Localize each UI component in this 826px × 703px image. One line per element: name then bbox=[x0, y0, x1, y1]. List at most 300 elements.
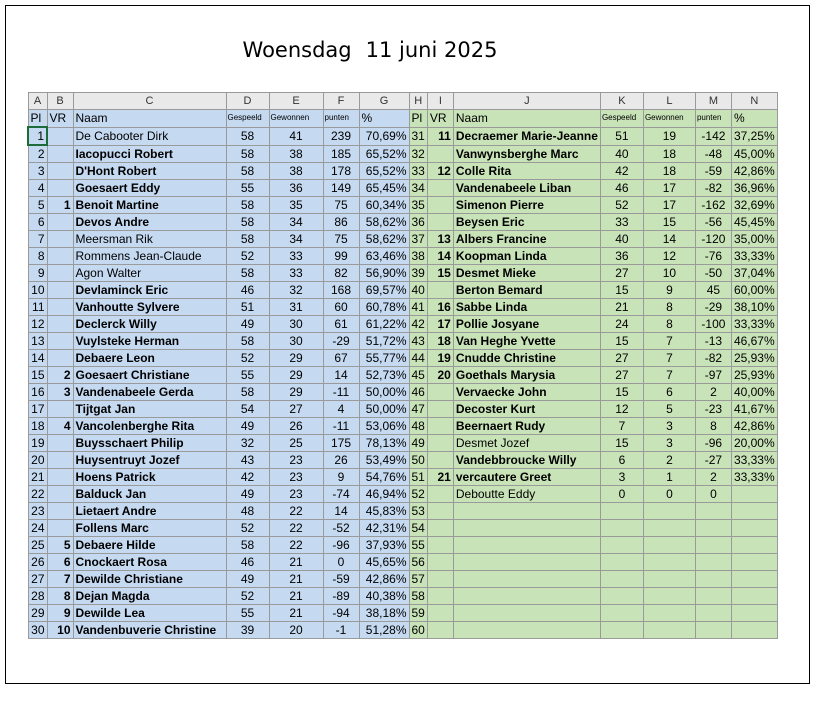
cell-punten[interactable]: -96 bbox=[695, 435, 731, 452]
cell-gewonnen[interactable]: 19 bbox=[643, 127, 695, 145]
cell-pct[interactable]: 42,86% bbox=[359, 571, 409, 588]
cell-gewonnen[interactable]: 2 bbox=[643, 452, 695, 469]
cell-gewonnen[interactable]: 29 bbox=[269, 384, 323, 401]
col-letter[interactable]: D bbox=[226, 93, 269, 110]
cell-gewonnen[interactable]: 1 bbox=[643, 469, 695, 486]
header-punten[interactable]: punten bbox=[695, 110, 731, 128]
cell-pl[interactable]: 28 bbox=[28, 588, 47, 605]
cell-gespeeld[interactable]: 55 bbox=[226, 180, 269, 197]
cell-gewonnen[interactable]: 29 bbox=[269, 367, 323, 384]
cell-gespeeld[interactable]: 58 bbox=[226, 231, 269, 248]
cell-gewonnen[interactable] bbox=[643, 503, 695, 520]
col-letter[interactable]: A bbox=[28, 93, 47, 110]
cell-pl[interactable]: 39 bbox=[409, 265, 427, 282]
cell-vr[interactable]: 10 bbox=[47, 622, 73, 639]
cell-vr[interactable]: 4 bbox=[47, 418, 73, 435]
cell-gespeeld[interactable]: 58 bbox=[226, 537, 269, 554]
header-pl[interactable]: Pl bbox=[28, 110, 47, 128]
cell-vr[interactable] bbox=[47, 180, 73, 197]
cell-pct[interactable]: 78,13% bbox=[359, 435, 409, 452]
cell-naam[interactable]: Dewilde Christiane bbox=[73, 571, 226, 588]
cell-pct[interactable] bbox=[731, 486, 777, 503]
col-letter[interactable]: C bbox=[73, 93, 226, 110]
cell-gewonnen[interactable]: 3 bbox=[643, 435, 695, 452]
cell-pct[interactable]: 46,94% bbox=[359, 486, 409, 503]
cell-vr[interactable] bbox=[427, 145, 453, 163]
cell-gespeeld[interactable]: 42 bbox=[600, 163, 643, 180]
header-gewonnen[interactable]: Gewonnen bbox=[269, 110, 323, 128]
cell-pct[interactable]: 50,00% bbox=[359, 384, 409, 401]
cell-vr[interactable] bbox=[47, 214, 73, 231]
cell-naam[interactable]: Benoit Martine bbox=[73, 197, 226, 214]
cell-naam[interactable]: Debaere Hilde bbox=[73, 537, 226, 554]
cell-pl[interactable]: 16 bbox=[28, 384, 47, 401]
cell-vr[interactable] bbox=[427, 214, 453, 231]
cell-gewonnen[interactable]: 20 bbox=[269, 622, 323, 639]
cell-gespeeld[interactable]: 32 bbox=[226, 435, 269, 452]
cell-pct[interactable]: 52,73% bbox=[359, 367, 409, 384]
cell-gewonnen[interactable]: 34 bbox=[269, 214, 323, 231]
cell-gespeeld[interactable] bbox=[600, 605, 643, 622]
cell-pl[interactable]: 22 bbox=[28, 486, 47, 503]
cell-gewonnen[interactable]: 0 bbox=[643, 486, 695, 503]
cell-gewonnen[interactable]: 36 bbox=[269, 180, 323, 197]
cell-gespeeld[interactable]: 58 bbox=[226, 163, 269, 180]
cell-gewonnen[interactable]: 9 bbox=[643, 282, 695, 299]
cell-punten[interactable] bbox=[695, 503, 731, 520]
cell-pct[interactable]: 45,45% bbox=[731, 214, 777, 231]
cell-gespeeld[interactable]: 58 bbox=[226, 197, 269, 214]
cell-pct[interactable]: 42,86% bbox=[731, 163, 777, 180]
cell-gespeeld[interactable]: 52 bbox=[226, 588, 269, 605]
cell-gewonnen[interactable]: 25 bbox=[269, 435, 323, 452]
cell-vr[interactable]: 12 bbox=[427, 163, 453, 180]
cell-naam[interactable]: Beysen Eric bbox=[453, 214, 600, 231]
cell-punten[interactable]: 239 bbox=[323, 127, 359, 145]
cell-pl[interactable]: 58 bbox=[409, 588, 427, 605]
cell-naam[interactable]: Desmet Mieke bbox=[453, 265, 600, 282]
cell-pct[interactable]: 45,83% bbox=[359, 503, 409, 520]
cell-pl[interactable]: 2 bbox=[28, 145, 47, 163]
cell-gewonnen[interactable]: 22 bbox=[269, 537, 323, 554]
cell-punten[interactable]: -59 bbox=[695, 163, 731, 180]
cell-punten[interactable]: 99 bbox=[323, 248, 359, 265]
col-letter[interactable]: K bbox=[600, 93, 643, 110]
cell-vr[interactable] bbox=[47, 145, 73, 163]
cell-vr[interactable] bbox=[47, 265, 73, 282]
cell-pct[interactable]: 25,93% bbox=[731, 350, 777, 367]
cell-pct[interactable] bbox=[731, 503, 777, 520]
cell-naam[interactable]: Beernaert Rudy bbox=[453, 418, 600, 435]
cell-pl[interactable]: 43 bbox=[409, 333, 427, 350]
cell-pl[interactable]: 1 bbox=[28, 127, 47, 145]
cell-pct[interactable]: 51,28% bbox=[359, 622, 409, 639]
cell-gespeeld[interactable] bbox=[600, 503, 643, 520]
cell-punten[interactable] bbox=[695, 571, 731, 588]
cell-gespeeld[interactable] bbox=[600, 588, 643, 605]
cell-punten[interactable] bbox=[695, 588, 731, 605]
cell-gespeeld[interactable]: 27 bbox=[600, 265, 643, 282]
cell-punten[interactable]: -13 bbox=[695, 333, 731, 350]
cell-pl[interactable]: 53 bbox=[409, 503, 427, 520]
cell-punten[interactable]: -120 bbox=[695, 231, 731, 248]
cell-punten[interactable]: 86 bbox=[323, 214, 359, 231]
cell-vr[interactable]: 14 bbox=[427, 248, 453, 265]
cell-gewonnen[interactable]: 17 bbox=[643, 197, 695, 214]
cell-gespeeld[interactable]: 58 bbox=[226, 127, 269, 145]
cell-vr[interactable] bbox=[427, 452, 453, 469]
cell-gespeeld[interactable]: 52 bbox=[226, 520, 269, 537]
cell-punten[interactable]: -1 bbox=[323, 622, 359, 639]
cell-naam[interactable]: Cnudde Christine bbox=[453, 350, 600, 367]
cell-naam[interactable]: D'Hont Robert bbox=[73, 163, 226, 180]
cell-naam[interactable]: Desmet Jozef bbox=[453, 435, 600, 452]
cell-vr[interactable]: 19 bbox=[427, 350, 453, 367]
cell-pct[interactable]: 65,52% bbox=[359, 163, 409, 180]
cell-pct[interactable]: 70,69% bbox=[359, 127, 409, 145]
cell-punten[interactable]: -11 bbox=[323, 418, 359, 435]
cell-naam[interactable]: Vandenbuverie Christine bbox=[73, 622, 226, 639]
cell-vr[interactable] bbox=[47, 248, 73, 265]
cell-vr[interactable]: 21 bbox=[427, 469, 453, 486]
cell-pct[interactable]: 35,00% bbox=[731, 231, 777, 248]
cell-naam[interactable]: Deboutte Eddy bbox=[453, 486, 600, 503]
cell-naam[interactable]: Vanhoutte Sylvere bbox=[73, 299, 226, 316]
cell-gewonnen[interactable] bbox=[643, 622, 695, 639]
cell-punten[interactable] bbox=[695, 537, 731, 554]
cell-naam[interactable]: Decraemer Marie-Jeanne bbox=[453, 127, 600, 145]
cell-punten[interactable]: -11 bbox=[323, 384, 359, 401]
cell-pl[interactable]: 48 bbox=[409, 418, 427, 435]
cell-vr[interactable]: 16 bbox=[427, 299, 453, 316]
cell-gewonnen[interactable]: 23 bbox=[269, 486, 323, 503]
cell-naam[interactable]: Pollie Josyane bbox=[453, 316, 600, 333]
cell-gespeeld[interactable] bbox=[600, 537, 643, 554]
cell-pct[interactable]: 58,62% bbox=[359, 231, 409, 248]
cell-naam[interactable]: Vuylsteke Herman bbox=[73, 333, 226, 350]
cell-gespeeld[interactable]: 51 bbox=[600, 127, 643, 145]
cell-pct[interactable]: 46,67% bbox=[731, 333, 777, 350]
cell-gespeeld[interactable]: 36 bbox=[600, 248, 643, 265]
cell-naam[interactable]: Lietaert Andre bbox=[73, 503, 226, 520]
cell-naam[interactable]: Berton Bemard bbox=[453, 282, 600, 299]
cell-naam[interactable]: Dejan Magda bbox=[73, 588, 226, 605]
cell-vr[interactable] bbox=[427, 554, 453, 571]
cell-pl[interactable]: 29 bbox=[28, 605, 47, 622]
cell-gespeeld[interactable]: 49 bbox=[226, 571, 269, 588]
col-letter[interactable]: M bbox=[695, 93, 731, 110]
cell-punten[interactable]: 175 bbox=[323, 435, 359, 452]
col-letter[interactable]: N bbox=[731, 93, 777, 110]
cell-gespeeld[interactable]: 7 bbox=[600, 418, 643, 435]
cell-vr[interactable] bbox=[427, 622, 453, 639]
cell-pl[interactable]: 45 bbox=[409, 367, 427, 384]
cell-gewonnen[interactable]: 30 bbox=[269, 316, 323, 333]
cell-vr[interactable] bbox=[427, 197, 453, 214]
cell-gewonnen[interactable]: 15 bbox=[643, 214, 695, 231]
cell-naam[interactable]: Devlaminck Eric bbox=[73, 282, 226, 299]
cell-punten[interactable]: -82 bbox=[695, 180, 731, 197]
cell-vr[interactable]: 1 bbox=[47, 197, 73, 214]
cell-gespeeld[interactable]: 51 bbox=[226, 299, 269, 316]
cell-punten[interactable]: -48 bbox=[695, 145, 731, 163]
cell-pl[interactable]: 51 bbox=[409, 469, 427, 486]
cell-vr[interactable] bbox=[47, 452, 73, 469]
header-pct[interactable]: % bbox=[359, 110, 409, 128]
cell-naam[interactable]: Vancolenberghe Rita bbox=[73, 418, 226, 435]
cell-naam[interactable] bbox=[453, 503, 600, 520]
cell-pl[interactable]: 59 bbox=[409, 605, 427, 622]
cell-naam[interactable]: Huysentruyt Jozef bbox=[73, 452, 226, 469]
cell-punten[interactable]: 2 bbox=[695, 469, 731, 486]
cell-gespeeld[interactable]: 3 bbox=[600, 469, 643, 486]
cell-pl[interactable]: 9 bbox=[28, 265, 47, 282]
cell-punten[interactable]: 61 bbox=[323, 316, 359, 333]
cell-gespeeld[interactable]: 58 bbox=[226, 214, 269, 231]
col-letter[interactable]: L bbox=[643, 93, 695, 110]
cell-vr[interactable] bbox=[427, 588, 453, 605]
cell-pct[interactable] bbox=[731, 605, 777, 622]
cell-pct[interactable]: 38,18% bbox=[359, 605, 409, 622]
cell-gespeeld[interactable]: 58 bbox=[226, 265, 269, 282]
cell-naam[interactable]: Sabbe Linda bbox=[453, 299, 600, 316]
cell-naam[interactable]: Goesaert Christiane bbox=[73, 367, 226, 384]
cell-gewonnen[interactable]: 6 bbox=[643, 384, 695, 401]
cell-vr[interactable] bbox=[47, 231, 73, 248]
cell-gewonnen[interactable]: 23 bbox=[269, 452, 323, 469]
cell-pl[interactable]: 33 bbox=[409, 163, 427, 180]
cell-gewonnen[interactable]: 29 bbox=[269, 350, 323, 367]
cell-pl[interactable]: 23 bbox=[28, 503, 47, 520]
cell-naam[interactable]: Declerck Willy bbox=[73, 316, 226, 333]
cell-vr[interactable]: 2 bbox=[47, 367, 73, 384]
cell-naam[interactable]: Albers Francine bbox=[453, 231, 600, 248]
cell-pl[interactable]: 47 bbox=[409, 401, 427, 418]
cell-vr[interactable]: 15 bbox=[427, 265, 453, 282]
cell-pct[interactable]: 33,33% bbox=[731, 248, 777, 265]
cell-gespeeld[interactable]: 52 bbox=[226, 350, 269, 367]
cell-gespeeld[interactable]: 39 bbox=[226, 622, 269, 639]
cell-pct[interactable]: 65,52% bbox=[359, 145, 409, 163]
cell-naam[interactable] bbox=[453, 571, 600, 588]
cell-gespeeld[interactable] bbox=[600, 520, 643, 537]
cell-pl[interactable]: 41 bbox=[409, 299, 427, 316]
cell-vr[interactable] bbox=[47, 520, 73, 537]
col-letter[interactable]: G bbox=[359, 93, 409, 110]
cell-punten[interactable]: 0 bbox=[695, 486, 731, 503]
cell-pct[interactable]: 54,76% bbox=[359, 469, 409, 486]
cell-pl[interactable]: 54 bbox=[409, 520, 427, 537]
header-pct[interactable]: % bbox=[731, 110, 777, 128]
cell-pl[interactable]: 52 bbox=[409, 486, 427, 503]
cell-naam[interactable] bbox=[453, 605, 600, 622]
cell-punten[interactable]: -29 bbox=[695, 299, 731, 316]
cell-pct[interactable]: 53,06% bbox=[359, 418, 409, 435]
cell-gewonnen[interactable]: 18 bbox=[643, 145, 695, 163]
cell-pl[interactable]: 42 bbox=[409, 316, 427, 333]
cell-vr[interactable] bbox=[427, 486, 453, 503]
cell-vr[interactable] bbox=[427, 520, 453, 537]
cell-vr[interactable] bbox=[47, 333, 73, 350]
cell-naam[interactable]: Iacopucci Robert bbox=[73, 145, 226, 163]
cell-pct[interactable]: 33,33% bbox=[731, 316, 777, 333]
cell-gespeeld[interactable]: 52 bbox=[600, 197, 643, 214]
cell-naam[interactable]: Devos Andre bbox=[73, 214, 226, 231]
cell-punten[interactable]: -82 bbox=[695, 350, 731, 367]
cell-pct[interactable] bbox=[731, 554, 777, 571]
cell-gespeeld[interactable]: 42 bbox=[226, 469, 269, 486]
cell-pct[interactable]: 53,49% bbox=[359, 452, 409, 469]
cell-punten[interactable]: -94 bbox=[323, 605, 359, 622]
header-vr[interactable]: VR bbox=[427, 110, 453, 128]
cell-pct[interactable]: 42,86% bbox=[731, 418, 777, 435]
cell-gespeeld[interactable]: 15 bbox=[600, 333, 643, 350]
cell-pct[interactable] bbox=[731, 520, 777, 537]
cell-gewonnen[interactable]: 8 bbox=[643, 299, 695, 316]
cell-gespeeld[interactable]: 46 bbox=[226, 554, 269, 571]
cell-vr[interactable] bbox=[47, 316, 73, 333]
cell-pl[interactable]: 12 bbox=[28, 316, 47, 333]
cell-pct[interactable]: 25,93% bbox=[731, 367, 777, 384]
cell-gewonnen[interactable]: 10 bbox=[643, 265, 695, 282]
cell-gespeeld[interactable]: 0 bbox=[600, 486, 643, 503]
cell-gewonnen[interactable]: 33 bbox=[269, 248, 323, 265]
cell-gespeeld[interactable]: 15 bbox=[600, 282, 643, 299]
cell-vr[interactable]: 18 bbox=[427, 333, 453, 350]
cell-gespeeld[interactable]: 49 bbox=[226, 316, 269, 333]
cell-pl[interactable]: 26 bbox=[28, 554, 47, 571]
cell-gespeeld[interactable]: 58 bbox=[226, 384, 269, 401]
col-letter[interactable]: H bbox=[409, 93, 427, 110]
cell-vr[interactable] bbox=[47, 401, 73, 418]
cell-naam[interactable]: Agon Walter bbox=[73, 265, 226, 282]
cell-naam[interactable]: Vervaecke John bbox=[453, 384, 600, 401]
cell-punten[interactable]: 45 bbox=[695, 282, 731, 299]
cell-punten[interactable]: 14 bbox=[323, 367, 359, 384]
cell-pct[interactable]: 37,25% bbox=[731, 127, 777, 145]
cell-pl[interactable]: 14 bbox=[28, 350, 47, 367]
cell-vr[interactable] bbox=[427, 605, 453, 622]
cell-gespeeld[interactable]: 54 bbox=[226, 401, 269, 418]
cell-naam[interactable]: Cnockaert Rosa bbox=[73, 554, 226, 571]
cell-gespeeld[interactable]: 55 bbox=[226, 367, 269, 384]
cell-naam[interactable]: Koopman Linda bbox=[453, 248, 600, 265]
cell-naam[interactable]: Goesaert Eddy bbox=[73, 180, 226, 197]
cell-naam[interactable]: Rommens Jean-Claude bbox=[73, 248, 226, 265]
cell-punten[interactable]: -56 bbox=[695, 214, 731, 231]
cell-gewonnen[interactable] bbox=[643, 605, 695, 622]
cell-vr[interactable] bbox=[427, 435, 453, 452]
cell-vr[interactable] bbox=[427, 503, 453, 520]
header-vr[interactable]: VR bbox=[47, 110, 73, 128]
cell-punten[interactable]: 2 bbox=[695, 384, 731, 401]
cell-punten[interactable]: 178 bbox=[323, 163, 359, 180]
cell-gespeeld[interactable]: 48 bbox=[226, 503, 269, 520]
cell-punten[interactable]: 67 bbox=[323, 350, 359, 367]
cell-pct[interactable]: 55,77% bbox=[359, 350, 409, 367]
cell-gespeeld[interactable]: 12 bbox=[600, 401, 643, 418]
cell-gewonnen[interactable]: 32 bbox=[269, 282, 323, 299]
cell-pl[interactable]: 15 bbox=[28, 367, 47, 384]
cell-punten[interactable]: -50 bbox=[695, 265, 731, 282]
cell-naam[interactable]: Vandenabeele Liban bbox=[453, 180, 600, 197]
cell-naam[interactable]: Vandenabeele Gerda bbox=[73, 384, 226, 401]
cell-punten[interactable]: 0 bbox=[323, 554, 359, 571]
cell-gewonnen[interactable] bbox=[643, 537, 695, 554]
cell-pl[interactable]: 37 bbox=[409, 231, 427, 248]
cell-vr[interactable]: 17 bbox=[427, 316, 453, 333]
cell-pct[interactable]: 65,45% bbox=[359, 180, 409, 197]
cell-gespeeld[interactable]: 27 bbox=[600, 350, 643, 367]
cell-gespeeld[interactable]: 15 bbox=[600, 435, 643, 452]
cell-gespeeld[interactable]: 15 bbox=[600, 384, 643, 401]
cell-gewonnen[interactable]: 30 bbox=[269, 333, 323, 350]
header-pl[interactable]: Pl bbox=[409, 110, 427, 128]
cell-pl[interactable]: 21 bbox=[28, 469, 47, 486]
cell-pct[interactable]: 32,69% bbox=[731, 197, 777, 214]
cell-punten[interactable]: 60 bbox=[323, 299, 359, 316]
col-letter[interactable]: J bbox=[453, 93, 600, 110]
header-punten[interactable]: punten bbox=[323, 110, 359, 128]
cell-pl[interactable]: 30 bbox=[28, 622, 47, 639]
cell-punten[interactable]: -27 bbox=[695, 452, 731, 469]
cell-gewonnen[interactable]: 38 bbox=[269, 163, 323, 180]
cell-pl[interactable]: 38 bbox=[409, 248, 427, 265]
header-naam[interactable]: Naam bbox=[73, 110, 226, 128]
cell-gewonnen[interactable]: 5 bbox=[643, 401, 695, 418]
cell-pl[interactable]: 40 bbox=[409, 282, 427, 299]
cell-gewonnen[interactable]: 27 bbox=[269, 401, 323, 418]
cell-gewonnen[interactable]: 41 bbox=[269, 127, 323, 145]
cell-vr[interactable]: 3 bbox=[47, 384, 73, 401]
cell-gespeeld[interactable]: 43 bbox=[226, 452, 269, 469]
cell-pl[interactable]: 3 bbox=[28, 163, 47, 180]
cell-gewonnen[interactable]: 26 bbox=[269, 418, 323, 435]
cell-vr[interactable] bbox=[47, 503, 73, 520]
cell-vr[interactable] bbox=[427, 418, 453, 435]
cell-pct[interactable]: 50,00% bbox=[359, 401, 409, 418]
cell-pl[interactable]: 32 bbox=[409, 145, 427, 163]
cell-punten[interactable]: -59 bbox=[323, 571, 359, 588]
cell-gespeeld[interactable]: 24 bbox=[600, 316, 643, 333]
cell-gespeeld[interactable]: 46 bbox=[600, 180, 643, 197]
cell-naam[interactable]: Dewilde Lea bbox=[73, 605, 226, 622]
cell-gewonnen[interactable]: 31 bbox=[269, 299, 323, 316]
cell-naam[interactable] bbox=[453, 554, 600, 571]
cell-pct[interactable]: 37,93% bbox=[359, 537, 409, 554]
cell-gewonnen[interactable] bbox=[643, 571, 695, 588]
cell-pct[interactable]: 60,34% bbox=[359, 197, 409, 214]
cell-vr[interactable] bbox=[427, 401, 453, 418]
cell-gewonnen[interactable]: 21 bbox=[269, 571, 323, 588]
cell-gespeeld[interactable]: 49 bbox=[226, 486, 269, 503]
cell-naam[interactable]: Decoster Kurt bbox=[453, 401, 600, 418]
cell-gewonnen[interactable]: 21 bbox=[269, 588, 323, 605]
cell-vr[interactable]: 9 bbox=[47, 605, 73, 622]
cell-pl[interactable]: 31 bbox=[409, 127, 427, 145]
cell-vr[interactable]: 6 bbox=[47, 554, 73, 571]
cell-punten[interactable]: -96 bbox=[323, 537, 359, 554]
cell-pct[interactable] bbox=[731, 571, 777, 588]
cell-pl[interactable]: 11 bbox=[28, 299, 47, 316]
cell-vr[interactable] bbox=[427, 571, 453, 588]
cell-punten[interactable]: 4 bbox=[323, 401, 359, 418]
cell-pl[interactable]: 19 bbox=[28, 435, 47, 452]
cell-gewonnen[interactable] bbox=[643, 588, 695, 605]
cell-naam[interactable]: Hoens Patrick bbox=[73, 469, 226, 486]
cell-pl[interactable]: 60 bbox=[409, 622, 427, 639]
cell-gewonnen[interactable]: 7 bbox=[643, 350, 695, 367]
